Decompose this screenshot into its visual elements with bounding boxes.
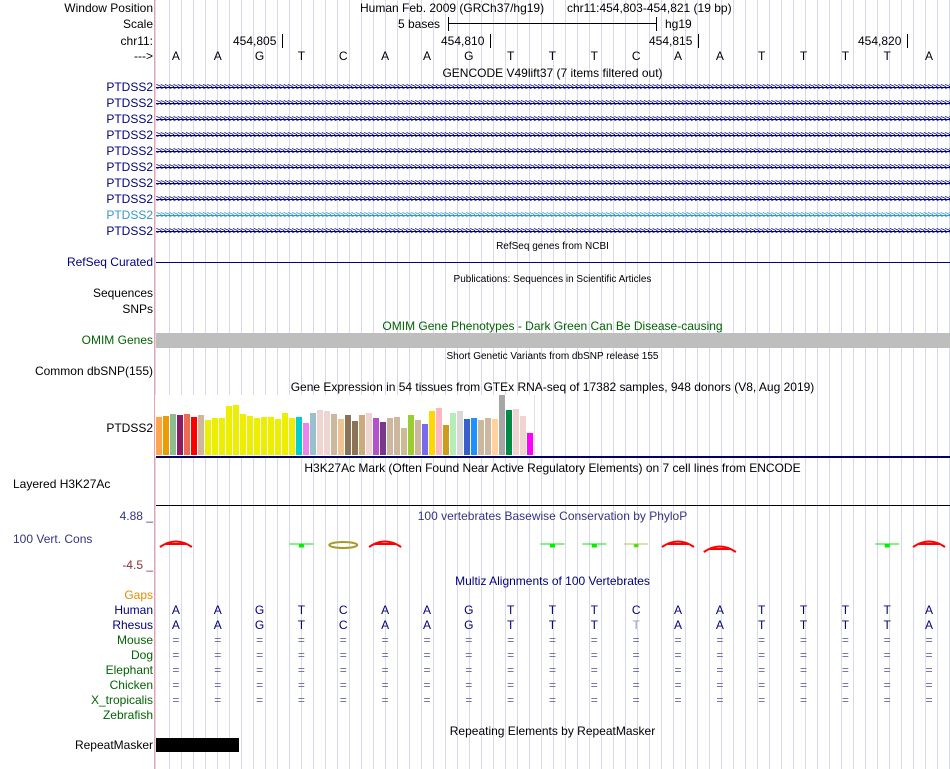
coord-tick-label: 454,805 [233, 34, 277, 48]
human-base: T [799, 603, 808, 617]
rhesus-base: T [506, 618, 515, 632]
scale-label: Scale [122, 17, 153, 31]
gtex-bar[interactable] [226, 406, 232, 455]
match-symbol: = [758, 693, 766, 707]
gene-line [156, 199, 950, 200]
match-symbol: = [381, 678, 389, 692]
gtex-bar[interactable] [401, 428, 407, 455]
gtex-label[interactable]: PTDSS2 [106, 421, 153, 435]
match-symbol: = [632, 633, 640, 647]
rhesus-base: T [799, 618, 808, 632]
gtex-bar[interactable] [212, 418, 218, 455]
gtex-bar[interactable] [513, 409, 519, 455]
gtex-bar[interactable] [261, 417, 267, 455]
gene-line [156, 119, 950, 120]
match-symbol: = [423, 693, 431, 707]
gtex-bar[interactable] [352, 421, 358, 455]
gtex-bar[interactable] [233, 405, 239, 455]
match-symbol: = [465, 663, 473, 677]
match-symbol: = [256, 678, 264, 692]
h3k27ac-baseline [156, 505, 950, 506]
omim-title: OMIM Gene Phenotypes - Dark Green Can Be Disease-causing [382, 319, 723, 333]
match-symbol: = [256, 648, 264, 662]
rhesus-base: T [548, 618, 557, 632]
base-letter: T [883, 49, 891, 63]
gtex-bar[interactable] [443, 425, 449, 455]
match-symbol: = [507, 633, 515, 647]
repeatmasker-element[interactable] [156, 738, 239, 752]
match-symbol: = [256, 693, 264, 707]
gtex-bar[interactable] [394, 417, 400, 455]
gene-line [156, 231, 950, 232]
rhesus-base: A [171, 618, 180, 632]
gtex-bar[interactable] [492, 419, 498, 455]
gtex-bar[interactable] [499, 395, 505, 455]
base-letter: A [925, 49, 934, 63]
match-symbol: = [758, 633, 766, 647]
match-symbol: = [883, 663, 891, 677]
gtex-bar[interactable] [282, 413, 288, 455]
match-symbol: = [172, 678, 180, 692]
match-symbol: = [632, 693, 640, 707]
human-base: G [254, 603, 265, 617]
match-symbol: = [590, 678, 598, 692]
gtex-bar[interactable] [380, 422, 386, 455]
gtex-bar[interactable] [471, 418, 477, 455]
gene-line [156, 135, 950, 136]
match-symbol: = [256, 663, 264, 677]
position-text: chr11:454,803-454,821 (19 bp) [567, 1, 732, 15]
match-symbol: = [925, 693, 933, 707]
gtex-bar[interactable] [450, 413, 456, 455]
gtex-bar[interactable] [247, 416, 253, 455]
match-symbol: = [423, 678, 431, 692]
coord-tick [282, 34, 283, 48]
gene-label[interactable]: PTDSS2 [106, 80, 153, 94]
match-symbol: = [172, 648, 180, 662]
species-label[interactable]: X_tropicalis [90, 693, 153, 707]
match-symbol: = [590, 633, 598, 647]
human-base: T [506, 603, 515, 617]
base-letter: A [673, 49, 682, 63]
gtex-bar[interactable] [366, 413, 372, 455]
match-symbol: = [716, 633, 724, 647]
gene-label[interactable]: PTDSS2 [106, 96, 153, 110]
match-symbol: = [716, 648, 724, 662]
species-label[interactable]: Zebrafish [102, 708, 153, 722]
coord-tick [698, 34, 699, 48]
match-symbol: = [381, 693, 389, 707]
rhesus-base: A [422, 618, 431, 632]
gtex-bar[interactable] [156, 417, 162, 455]
match-symbol: = [883, 693, 891, 707]
refseq-title: RefSeq genes from NCBI [496, 241, 609, 252]
match-symbol: = [590, 693, 598, 707]
gtex-bar[interactable] [317, 410, 323, 455]
match-symbol: = [297, 633, 305, 647]
gtex-bar[interactable] [345, 415, 351, 455]
match-symbol: = [507, 648, 515, 662]
match-symbol: = [214, 693, 222, 707]
match-symbol: = [674, 678, 682, 692]
human-base: C [631, 603, 641, 617]
gtex-bar[interactable] [338, 419, 344, 455]
base-letter: A [213, 49, 222, 63]
base-letter: C [631, 49, 641, 63]
match-symbol: = [465, 648, 473, 662]
human-base: T [883, 603, 891, 617]
gtex-bar[interactable] [464, 419, 470, 455]
gtex-bar[interactable] [422, 424, 428, 455]
species-label[interactable]: Chicken [109, 678, 153, 692]
h3k27ac-label[interactable]: Layered H3K27Ac [13, 477, 111, 491]
match-symbol: = [674, 663, 682, 677]
match-symbol: = [381, 633, 389, 647]
phylop-mark[interactable] [329, 542, 357, 548]
match-symbol: = [339, 648, 347, 662]
gtex-bar[interactable] [198, 415, 204, 455]
match-symbol: = [214, 678, 222, 692]
match-symbol: = [632, 648, 640, 662]
match-symbol: = [674, 633, 682, 647]
human-base: A [213, 603, 222, 617]
base-letter: A [422, 49, 431, 63]
human-base: A [715, 603, 724, 617]
match-symbol: = [674, 648, 682, 662]
gene-label[interactable]: PTDSS2 [106, 176, 153, 190]
human-base: T [297, 603, 306, 617]
gtex-bar[interactable] [170, 414, 176, 455]
human-base: T [548, 603, 557, 617]
gtex-bar[interactable] [191, 417, 197, 455]
match-symbol: = [297, 648, 305, 662]
gene-label[interactable]: PTDSS2 [106, 224, 153, 238]
rhesus-base: T [632, 618, 640, 632]
match-symbol: = [925, 633, 933, 647]
match-symbol: = [925, 678, 933, 692]
base-letter: A [171, 49, 180, 63]
base-letter: T [506, 49, 515, 63]
match-symbol: = [841, 678, 849, 692]
gtex-bar[interactable] [331, 414, 337, 455]
match-symbol: = [548, 648, 556, 662]
omim-gene-bar[interactable] [156, 333, 950, 348]
human-base: A [673, 603, 682, 617]
scale-bar-left-tick [448, 17, 449, 31]
match-symbol: = [507, 663, 515, 677]
match-symbol: = [632, 678, 640, 692]
publications-label-snps[interactable]: SNPs [122, 302, 153, 316]
multiz-gaps-label[interactable]: Gaps [124, 588, 153, 602]
strand-label: ---> [134, 49, 153, 63]
rhesus-base: A [673, 618, 682, 632]
match-symbol: = [716, 663, 724, 677]
phylop-mark[interactable] [913, 542, 945, 548]
match-symbol: = [214, 648, 222, 662]
gene-line [156, 167, 950, 168]
match-symbol: = [800, 678, 808, 692]
phylop-min-label: -4.5 _ [122, 558, 153, 572]
gtex-bar[interactable] [219, 418, 225, 455]
gtex-bar[interactable] [359, 415, 365, 455]
rhesus-base: A [213, 618, 222, 632]
rhesus-base: A [381, 618, 390, 632]
base-letter: T [590, 49, 598, 63]
rhesus-base: T [841, 618, 850, 632]
match-symbol: = [297, 663, 305, 677]
species-label[interactable]: Mouse [116, 633, 153, 647]
scale-db: hg19 [665, 17, 692, 31]
match-symbol: = [172, 693, 180, 707]
rhesus-base: T [883, 618, 891, 632]
base-letter: C [338, 49, 348, 63]
match-symbol: = [632, 663, 640, 677]
rhesus-base: C [338, 618, 348, 632]
repeatmasker-label[interactable]: RepeatMasker [74, 738, 153, 752]
match-symbol: = [214, 663, 222, 677]
match-symbol: = [674, 693, 682, 707]
publications-label-sequences[interactable]: Sequences [92, 286, 153, 300]
match-symbol: = [841, 648, 849, 662]
base-letter: T [758, 49, 766, 63]
match-symbol: = [590, 663, 598, 677]
gtex-bar[interactable] [527, 433, 533, 455]
gtex-bar[interactable] [324, 411, 330, 455]
coord-tick-label: 454,820 [858, 34, 902, 48]
phylop-mark[interactable] [160, 542, 192, 548]
gene-line [156, 151, 950, 152]
gtex-bar[interactable] [254, 418, 260, 455]
species-label[interactable]: Rhesus [112, 618, 153, 632]
match-symbol: = [800, 633, 808, 647]
phylop-mark[interactable] [369, 542, 401, 548]
gtex-bar[interactable] [478, 420, 484, 455]
gene-line [156, 103, 950, 104]
match-symbol: = [883, 648, 891, 662]
assembly-text: Human Feb. 2009 (GRCh37/hg19) [360, 1, 545, 15]
gencode-title: GENCODE V49lift37 (7 items filtered out) [442, 66, 663, 80]
gtex-bar[interactable] [296, 417, 302, 455]
gtex-bar[interactable] [240, 414, 246, 455]
human-base: T [841, 603, 850, 617]
phylop-max-label: 4.88 _ [119, 509, 153, 523]
match-symbol: = [339, 663, 347, 677]
gtex-bar[interactable] [177, 415, 183, 455]
human-base: T [590, 603, 598, 617]
h3k27ac-title: H3K27Ac Mark (Often Found Near Active Regulatory Elements) on 7 cell lines from ENCODE [304, 461, 801, 475]
dbsnp-title: Short Genetic Variants from dbSNP release 155 [446, 351, 659, 362]
match-symbol: = [841, 693, 849, 707]
phylop-plot[interactable] [0, 535, 950, 565]
scale-bar [448, 23, 656, 24]
base-letter: A [381, 49, 390, 63]
gtex-bar[interactable] [289, 418, 295, 455]
species-label[interactable]: Human [114, 603, 153, 617]
match-symbol: = [339, 633, 347, 647]
match-symbol: = [548, 633, 556, 647]
match-symbol: = [172, 633, 180, 647]
window-position-label: Window Position [64, 1, 153, 15]
multiz-title: Multiz Alignments of 100 Vertebrates [455, 574, 650, 588]
human-base: A [381, 603, 390, 617]
match-symbol: = [465, 633, 473, 647]
species-label[interactable]: Dog [130, 648, 153, 662]
publications-title: Publications: Sequences in Scientific Articles [453, 274, 652, 285]
base-letter: A [715, 49, 724, 63]
rhesus-base: T [590, 618, 598, 632]
match-symbol: = [172, 663, 180, 677]
match-symbol: = [758, 678, 766, 692]
scale-value: 5 bases [398, 17, 441, 31]
gene-line [156, 183, 950, 184]
human-base: C [338, 603, 348, 617]
match-symbol: = [800, 663, 808, 677]
gtex-gene-line [156, 456, 950, 458]
match-symbol: = [925, 648, 933, 662]
match-symbol: = [548, 663, 556, 677]
coord-tick-label: 454,810 [441, 34, 485, 48]
phylop-mark[interactable] [662, 542, 694, 548]
coord-tick [490, 34, 491, 48]
match-symbol: = [507, 693, 515, 707]
base-letter: T [548, 49, 557, 63]
human-base: A [171, 603, 180, 617]
match-symbol: = [716, 693, 724, 707]
human-base: G [464, 603, 474, 617]
match-symbol: = [800, 648, 808, 662]
rhesus-base: A [715, 618, 724, 632]
match-symbol: = [465, 678, 473, 692]
match-symbol: = [758, 648, 766, 662]
phylop-mark[interactable] [875, 544, 899, 547]
base-letter: T [841, 49, 850, 63]
match-symbol: = [381, 663, 389, 677]
repeatmasker-title: Repeating Elements by RepeatMasker [449, 724, 656, 738]
omim-label[interactable]: OMIM Genes [81, 333, 153, 347]
human-base: T [758, 603, 766, 617]
match-symbol: = [256, 633, 264, 647]
gene-label[interactable]: PTDSS2 [106, 208, 153, 222]
match-symbol: = [590, 648, 598, 662]
rhesus-base: G [254, 618, 265, 632]
gtex-bar[interactable] [310, 413, 316, 455]
gtex-bar[interactable] [184, 414, 190, 455]
refseq-gene-line[interactable] [156, 262, 950, 263]
gene-line [156, 215, 950, 216]
gtex-bar[interactable] [415, 420, 421, 455]
base-letter: G [464, 49, 474, 63]
phylop-mark[interactable] [704, 547, 736, 553]
match-symbol: = [716, 678, 724, 692]
gtex-bar[interactable] [303, 423, 309, 455]
gene-label[interactable]: PTDSS2 [106, 160, 153, 174]
gtex-bar[interactable] [387, 418, 393, 455]
match-symbol: = [423, 663, 431, 677]
match-symbol: = [800, 693, 808, 707]
gene-label[interactable]: PTDSS2 [106, 192, 153, 206]
match-symbol: = [883, 633, 891, 647]
match-symbol: = [925, 663, 933, 677]
base-letter: T [799, 49, 808, 63]
match-symbol: = [841, 663, 849, 677]
gtex-bar[interactable] [520, 416, 526, 455]
phylop-title: 100 vertebrates Basewise Conservation by PhyloP [417, 509, 688, 523]
phylop-mark[interactable] [582, 544, 606, 547]
gtex-bar[interactable] [163, 416, 169, 455]
gtex-bar[interactable] [506, 410, 512, 455]
rhesus-base: T [758, 618, 766, 632]
phylop-mark[interactable] [624, 544, 648, 547]
rhesus-base: G [464, 618, 474, 632]
match-symbol: = [423, 648, 431, 662]
match-symbol: = [339, 693, 347, 707]
base-letter: G [254, 49, 265, 63]
match-symbol: = [758, 663, 766, 677]
dbsnp-label[interactable]: Common dbSNP(155) [34, 364, 153, 378]
chrom-label: chr11: [120, 34, 153, 48]
match-symbol: = [883, 678, 891, 692]
gtex-bar[interactable] [429, 411, 435, 455]
gtex-bar[interactable] [408, 415, 414, 455]
match-symbol: = [423, 633, 431, 647]
scale-bar-right-tick [656, 17, 657, 31]
rhesus-base: A [925, 618, 934, 632]
match-symbol: = [297, 678, 305, 692]
gtex-bar[interactable] [436, 408, 442, 455]
phylop-mark[interactable] [289, 544, 313, 547]
gtex-bar-chart[interactable] [0, 393, 950, 463]
refseq-label[interactable]: RefSeq Curated [66, 255, 153, 269]
gene-label[interactable]: PTDSS2 [106, 112, 153, 126]
phylop-label[interactable]: 100 Vert. Cons [13, 532, 93, 546]
match-symbol: = [297, 693, 305, 707]
phylop-mark[interactable] [540, 544, 564, 547]
species-label[interactable]: Elephant [105, 663, 153, 677]
match-symbol: = [841, 633, 849, 647]
match-symbol: = [507, 678, 515, 692]
gtex-bar[interactable] [457, 411, 463, 455]
gtex-bar[interactable] [275, 419, 281, 455]
gtex-bar[interactable] [205, 420, 211, 455]
match-symbol: = [465, 693, 473, 707]
gene-label[interactable]: PTDSS2 [106, 128, 153, 142]
match-symbol: = [214, 633, 222, 647]
gene-label[interactable]: PTDSS2 [106, 144, 153, 158]
gtex-bar[interactable] [373, 418, 379, 455]
human-base: A [422, 603, 431, 617]
human-base: A [925, 603, 934, 617]
match-symbol: = [548, 678, 556, 692]
gtex-bar[interactable] [268, 417, 274, 455]
match-symbol: = [548, 693, 556, 707]
match-symbol: = [339, 678, 347, 692]
gtex-bar[interactable] [485, 418, 491, 455]
base-letter: T [297, 49, 306, 63]
rhesus-base: T [297, 618, 306, 632]
gtex-title: Gene Expression in 54 tissues from GTEx RNA-seq of 17382 samples, 948 donors (V8, Aug 2019) [290, 380, 815, 394]
gene-line [156, 87, 950, 88]
coord-tick-label: 454,815 [649, 34, 693, 48]
match-symbol: = [381, 648, 389, 662]
coord-tick [907, 34, 908, 48]
